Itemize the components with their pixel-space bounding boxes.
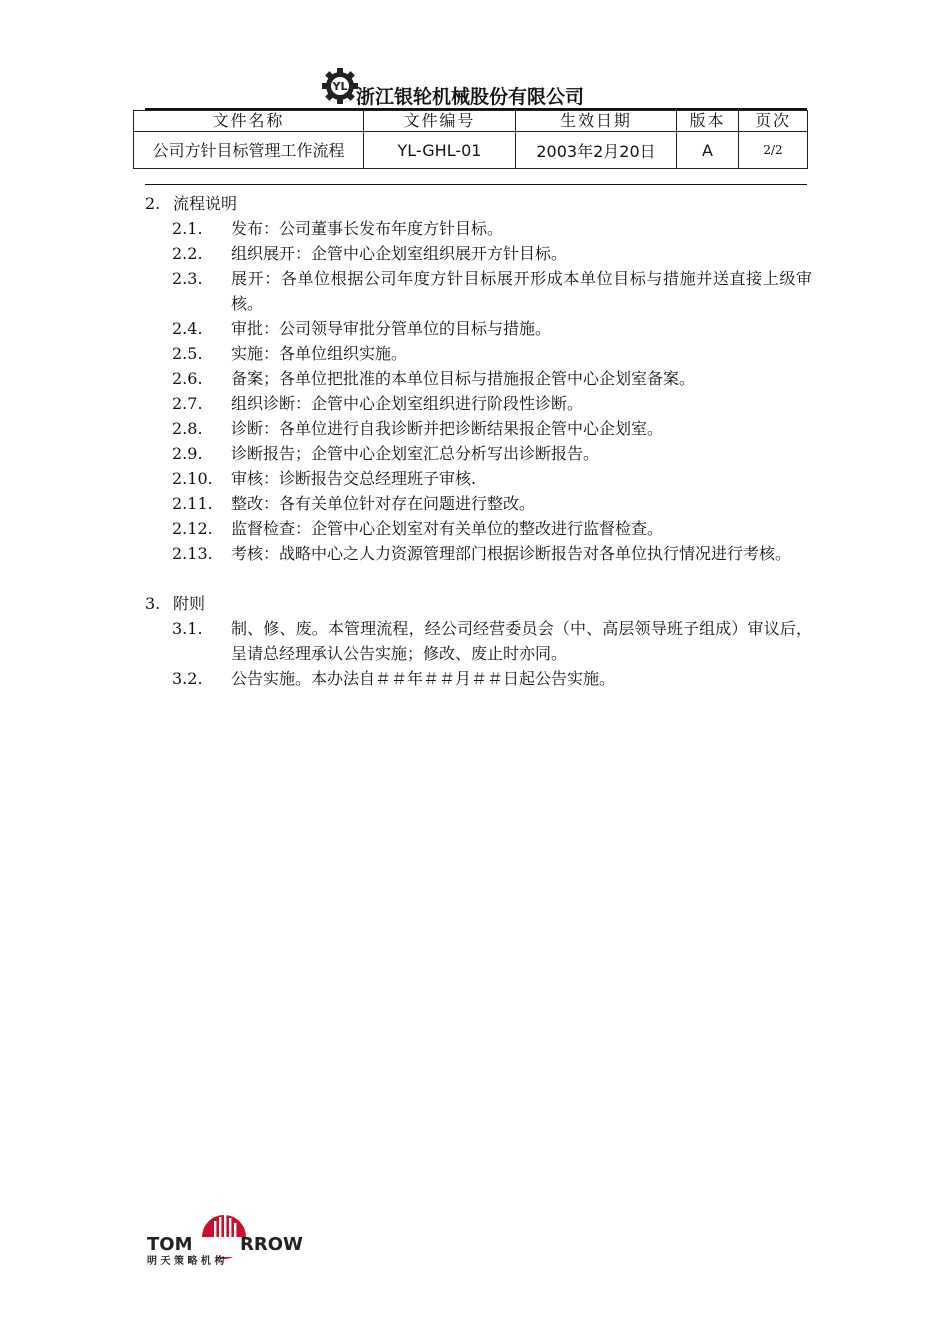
item-number: 2.7. xyxy=(172,394,203,413)
company-name: 浙江银轮机械股份有限公司 xyxy=(356,86,585,108)
table-value-row xyxy=(134,132,808,169)
list-item xyxy=(172,416,812,441)
item-text: 展开：各单位根据公司年度方针目标展开形成本单位目标与措施并送直接上级审核。 xyxy=(231,269,812,313)
item-text: 备案；各单位把批准的本单位目标与措施报企管中心企划室备案。 xyxy=(231,369,696,388)
document-info-table xyxy=(133,110,808,169)
logo-letters: YL xyxy=(332,80,348,93)
brand-right: RROW xyxy=(240,1234,303,1255)
list-item xyxy=(172,616,812,666)
list-item xyxy=(172,541,812,566)
doc-number-value: YL-GHL-01 xyxy=(364,132,516,169)
company-header xyxy=(0,66,950,110)
item-text: 制、修、废。本管理流程，经公司经营委员会（中、高层领导班子组成）审议后，呈请总经理承认公告实施；修改、废止时亦同。 xyxy=(231,619,812,663)
item-text: 诊断报告；企管中心企划室汇总分析写出诊断报告。 xyxy=(231,444,600,463)
item-number: 2.11. xyxy=(172,494,213,513)
item-text: 审核：诊断报告交总经理班子审核. xyxy=(231,469,477,488)
list-item xyxy=(172,241,812,266)
item-number: 2.4. xyxy=(172,319,203,338)
item-number: 2.3. xyxy=(172,269,203,288)
item-number: 2.9. xyxy=(172,444,203,463)
list-item xyxy=(172,391,812,416)
item-number: 3.2. xyxy=(172,669,203,688)
item-text: 考核：战略中心之人力资源管理部门根据诊断报告对各单位执行情况进行考核。 xyxy=(231,544,792,563)
header-doc-number: 文件编号 xyxy=(364,111,516,132)
list-item xyxy=(172,466,812,491)
doc-name-value: 公司方针目标管理工作流程 xyxy=(134,132,364,169)
item-text: 组织诊断：企管中心企划室组织进行阶段性诊断。 xyxy=(231,394,584,413)
item-number: 2.2. xyxy=(172,244,203,263)
item-number: 2.10. xyxy=(172,469,213,488)
header-effective-date: 生效日期 xyxy=(516,111,677,132)
section-heading xyxy=(145,591,205,616)
item-number: 2.1. xyxy=(172,219,203,238)
brand-subtitle: 明 天 策 略 机 构 xyxy=(147,1256,225,1267)
list-item xyxy=(172,341,812,366)
section-number: 3. xyxy=(145,594,161,613)
section-title: 流程说明 xyxy=(173,194,238,213)
list-item xyxy=(172,666,812,691)
brand-left: TOM xyxy=(147,1234,193,1255)
item-number: 2.6. xyxy=(172,369,203,388)
item-text: 发布：公司董事长发布年度方针目标。 xyxy=(231,219,504,238)
tomorrow-logo xyxy=(143,1212,305,1268)
item-number: 2.12. xyxy=(172,519,213,538)
company-logo xyxy=(320,66,360,106)
section-number: 2. xyxy=(145,194,161,213)
item-text: 组织展开：企管中心企划室组织展开方针目标。 xyxy=(231,244,568,263)
page-value: 2/2 xyxy=(739,132,808,169)
header-page: 页次 xyxy=(739,111,808,132)
section-heading xyxy=(145,191,237,216)
item-number: 3.1. xyxy=(172,619,203,638)
section-title: 附则 xyxy=(173,594,206,613)
header-doc-name: 文件名称 xyxy=(134,111,364,132)
item-number: 2.5. xyxy=(172,344,203,363)
item-text: 整改：各有关单位针对存在问题进行整改。 xyxy=(231,494,536,513)
list-item xyxy=(172,316,812,341)
table-header-row xyxy=(134,111,808,132)
item-text: 审批：公司领导审批分管单位的目标与措施。 xyxy=(231,319,552,338)
list-item xyxy=(172,216,812,241)
table-rule xyxy=(145,184,807,185)
item-number: 2.13. xyxy=(172,544,213,563)
item-text: 公告实施。本办法自＃＃年＃＃月＃＃日起公告实施。 xyxy=(231,669,616,688)
list-item xyxy=(172,516,812,541)
version-value: A xyxy=(677,132,739,169)
header-version: 版本 xyxy=(677,111,739,132)
item-text: 实施：各单位组织实施。 xyxy=(231,344,408,363)
list-item xyxy=(172,366,812,391)
item-text: 监督检查：企管中心企划室对有关单位的整改进行监督检查。 xyxy=(231,519,664,538)
list-item xyxy=(172,441,812,466)
effective-date-value: 2003年2月20日 xyxy=(516,132,677,169)
item-number: 2.8. xyxy=(172,419,203,438)
list-item xyxy=(172,266,812,316)
list-item xyxy=(172,491,812,516)
item-text: 诊断：各单位进行自我诊断并把诊断结果报企管中心企划室。 xyxy=(231,419,664,438)
